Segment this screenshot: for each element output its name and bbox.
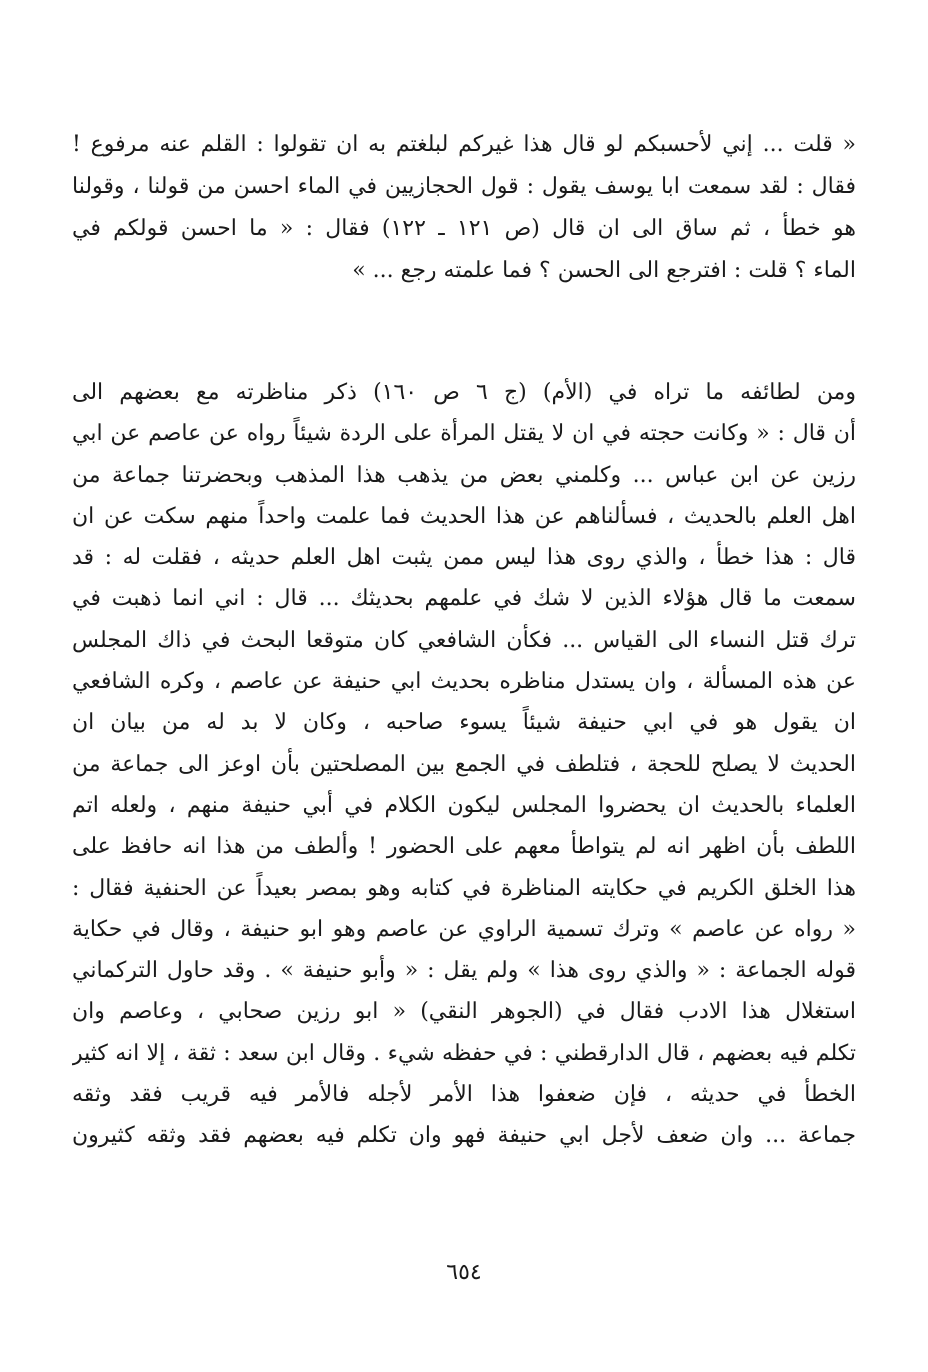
text-line: ان يقول هو في ابي حنيفة شيئاً يسوء صاحبه ، وكان لا بد له من بيان ان: [72, 710, 856, 736]
quote-paragraph: [72, 124, 856, 292]
text-line: ومن لطائفه ما تراه في (الأم) (ج ٦ ص ١٦٠) ذكر مناظرته مع بعضهم الى: [72, 380, 856, 405]
text-line: رزين عن ابن عباس ... وكلمني بعض من يذهب هذا المذهب وبحضرتنا جماعة من: [72, 462, 856, 488]
text-line: فقال : لقد سمعت ابا يوسف يقول : قول الحجازيين في الماء احسن من قولنا ، وقولنا: [72, 174, 856, 199]
text-line: استغلال هذا الادب فقال في (الجوهر النقي) « ابو رزين صحابي ، وعاصم وان: [72, 999, 856, 1025]
text-line: الحديث لا يصلح للحجة ، فتلطف في الجمع بين المصلحتين بأن اوعز الى جماعة من: [72, 751, 856, 777]
main-paragraph: [72, 372, 856, 1157]
text-line: سمعت ما قال هؤلاء الذين لا شك في علمهم بحديثك ... قال : اني انما ذهبت في: [72, 586, 856, 612]
text-line: الخطأ في حديثه ، فإن ضعفوا هذا الأمر لأجله فالأمر فيه قريب فقد وثقه: [72, 1082, 856, 1108]
text-line: هو خطأ ، ثم ساق الى ان قال (ص ١٢١ ـ ١٢٢) فقال : « ما احسن قولكم في: [72, 216, 856, 241]
text-line: أن قال : « وكانت حجته في ان لا يقتل المرأة على الردة شيئاً رواه عن عاصم عن ابي: [72, 421, 856, 447]
text-line: اللطف بأن اظهر انه لم يتواطأ معهم على الحضور ! وألطف من هذا انه حافظ على: [72, 834, 856, 860]
text-line: اهل العلم بالحديث ، فسألناهم عن هذا الحديث فما علمت واحداً منهم سكت عن ان: [72, 503, 856, 529]
text-line: العلماء بالحديث ان يحضروا المجلس ليكون الكلام في أبي حنيفة منهم ، ولعله اتم: [72, 792, 856, 818]
text-line: قوله الجماعة : « والذي روى هذا » ولم يقل : « وأبو حنيفة » . وقد حاول التركماني: [72, 958, 856, 984]
text-line: ترك قتل النساء الى القياس ... فكأن الشافعي كان متوقعا البحث في ذاك المجلس: [72, 627, 856, 653]
page-number: ٦٥٤: [446, 1260, 482, 1285]
text-line: هذا الخلق الكريم في حكايته المناظرة في كتابه وهو بمصر بعيداً عن الحنفية فقال :: [72, 875, 856, 901]
text-line: « رواه عن عاصم » وترك تسمية الراوي عن عاصم وهو ابو حنيفة ، وقال في حكاية: [72, 916, 856, 942]
text-line: تكلم فيه بعضهم ، قال الدارقطني : في حفظه شيء . وقال ابن سعد : ثقة ، إلا انه كثير: [72, 1040, 856, 1066]
text-line: « قلت ... إني لأحسبكم لو قال هذا غيركم لبلغتم به ان تقولوا : القلم عنه مرفوع !: [72, 132, 856, 157]
text-line: الماء ؟ قلت : افترجع الى الحسن ؟ فما علمته رجع ... »: [352, 258, 856, 283]
text-line: عن هذه المسألة ، وان يستدل مناظره بحديث ابي حنيفة عن عاصم ، وكره الشافعي: [72, 669, 856, 695]
text-line: قال : هذا خطأ ، والذي روى هذا ليس ممن يثبت اهل العلم حديثه ، فقلت له : قد: [72, 545, 856, 571]
text-line: جماعة ... وان ضعف لأجل ابي حنيفة فهو وان تكلم فيه بعضهم فقد وثقه كثيرون: [72, 1123, 856, 1149]
